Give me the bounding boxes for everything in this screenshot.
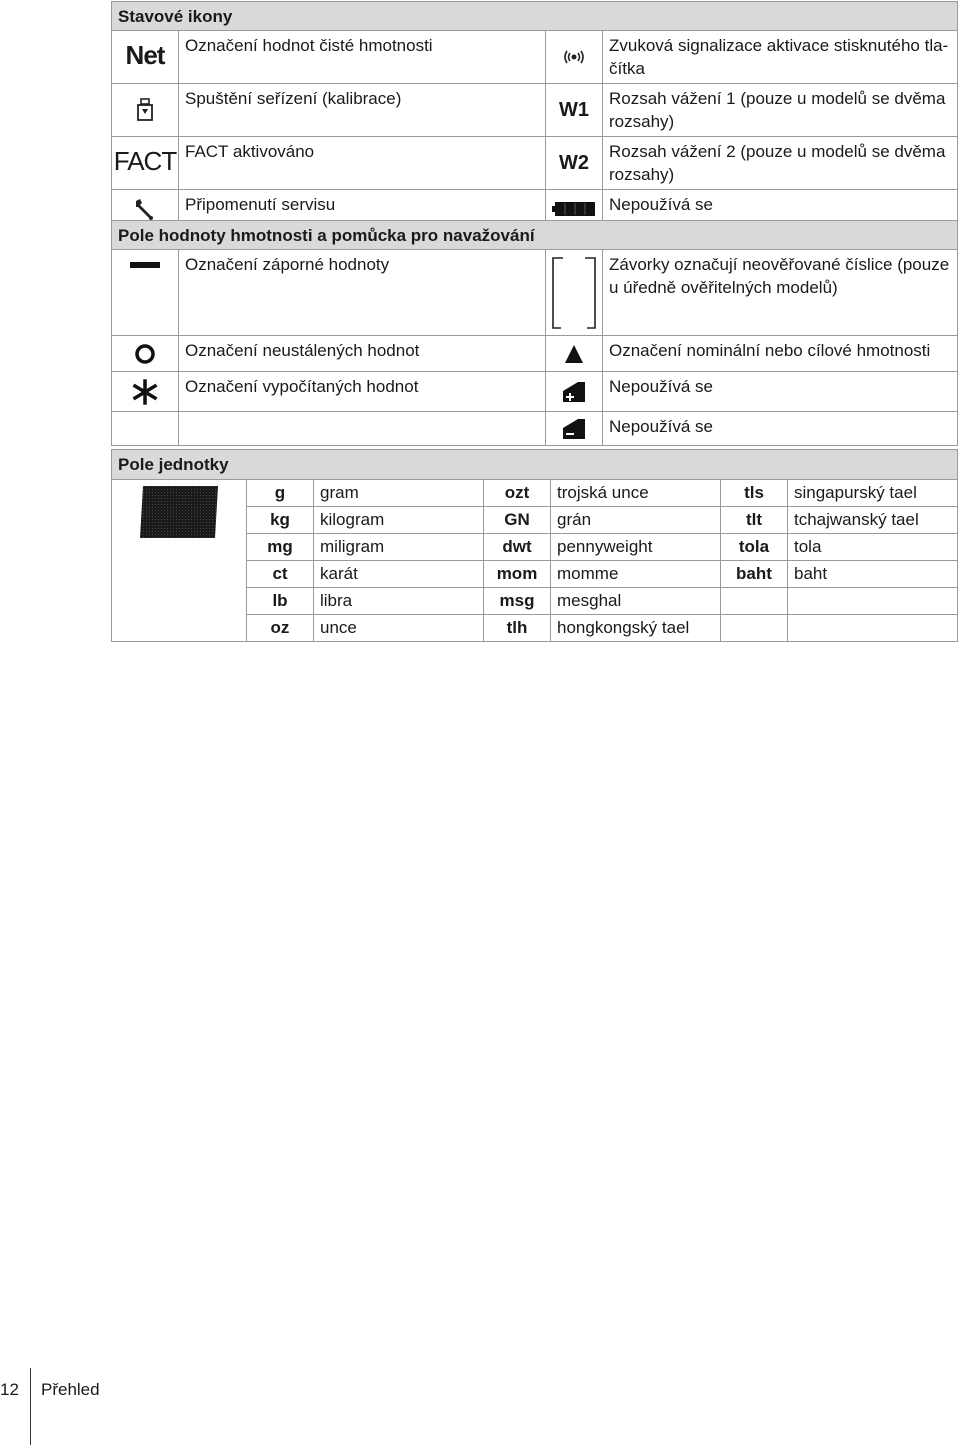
unit-name: trojská unce [551,480,721,507]
page-number: 12 [0,1380,19,1399]
status-section-title: Stavové ikony [112,2,958,31]
unit-name: mesghal [551,588,721,615]
unit-symbol [721,588,788,615]
weight-unstable-text: Označení neustálených hodnot [179,336,546,372]
weight-section-title: Pole hodnoty hmotnosti a pomůcka pro navažování [112,221,958,250]
unit-name: singapurský tael [788,480,958,507]
unit-name: kilogram [314,507,484,534]
empty-text-cell [179,412,546,446]
unit-name: gram [314,480,484,507]
unit-symbol: tlh [484,615,551,642]
status-service-text: Připomenutí servisu [179,190,546,228]
unit-display-icon [112,480,247,642]
minus-tolerance-icon [546,412,603,446]
unit-symbol: msg [484,588,551,615]
weight-negative-text: Označení záporné hodnoty [179,250,546,336]
unit-symbol: tls [721,480,788,507]
unit-name: grán [551,507,721,534]
asterisk-icon [112,372,179,412]
unit-name: baht [788,561,958,588]
unit-symbol: tola [721,534,788,561]
unit-name: libra [314,588,484,615]
minus-sign-icon [112,250,179,336]
unit-name: hongkongský tael [551,615,721,642]
plus-tolerance-icon [546,372,603,412]
w1-icon: W1 [546,84,603,137]
unit-name [788,615,958,642]
unit-name [788,588,958,615]
unit-symbol: oz [247,615,314,642]
status-w1-text: Rozsah vážení 1 (pouze u modelů se dvěma rozsahy) [603,84,958,137]
status-battery-text: Nepoužívá se [603,190,958,228]
calibration-icon [112,84,179,137]
unit-symbol: mg [247,534,314,561]
status-fact-text: FACT aktivováno [179,137,546,190]
weight-target-text: Označení nominální nebo cílové hmotnosti [603,336,958,372]
weight-minus-text: Nepoužívá se [603,412,958,446]
status-beep-text: Zvuková signalizace aktivace stisknutého tla-čítka [603,31,958,84]
unit-name: tola [788,534,958,561]
weight-brackets-text: Závorky označují neověřované číslice (pouze u úředně ověřitelných modelů) [603,250,958,336]
w2-icon: W2 [546,137,603,190]
unit-symbol: tlt [721,507,788,534]
section-name: Přehled [41,1380,100,1399]
circle-icon [112,336,179,372]
beep-icon [546,31,603,84]
unit-symbol: ct [247,561,314,588]
page-footer [0,1368,200,1445]
weight-plus-text: Nepoužívá se [603,372,958,412]
status-w2-text: Rozsah vážení 2 (pouze u modelů se dvěma rozsahy) [603,137,958,190]
empty-icon-cell [112,412,179,446]
unit-name: unce [314,615,484,642]
unit-name: miligram [314,534,484,561]
unit-name: pennyweight [551,534,721,561]
unit-name: momme [551,561,721,588]
unit-symbol: kg [247,507,314,534]
unit-symbol: dwt [484,534,551,561]
weight-field-table [111,220,958,446]
unit-symbol [721,615,788,642]
unit-symbol: lb [247,588,314,615]
unit-name: karát [314,561,484,588]
unit-symbol: GN [484,507,551,534]
unit-section-title: Pole jednotky [112,450,958,480]
unit-symbol: baht [721,561,788,588]
weight-calculated-text: Označení vypočítaných hodnot [179,372,546,412]
unit-name: tchajwanský tael [788,507,958,534]
unit-symbol: g [247,480,314,507]
net-icon: Net [112,31,179,84]
fact-icon: FACT [112,137,179,190]
triangle-icon [546,336,603,372]
status-calibration-text: Spuštění seřízení (kalibrace) [179,84,546,137]
brackets-icon [546,250,603,336]
footer-divider [30,1368,31,1445]
unit-symbol: mom [484,561,551,588]
unit-field-table [111,449,958,642]
unit-symbol: ozt [484,480,551,507]
status-icons-table [111,1,958,228]
status-net-text: Označení hodnot čisté hmotnosti [179,31,546,84]
